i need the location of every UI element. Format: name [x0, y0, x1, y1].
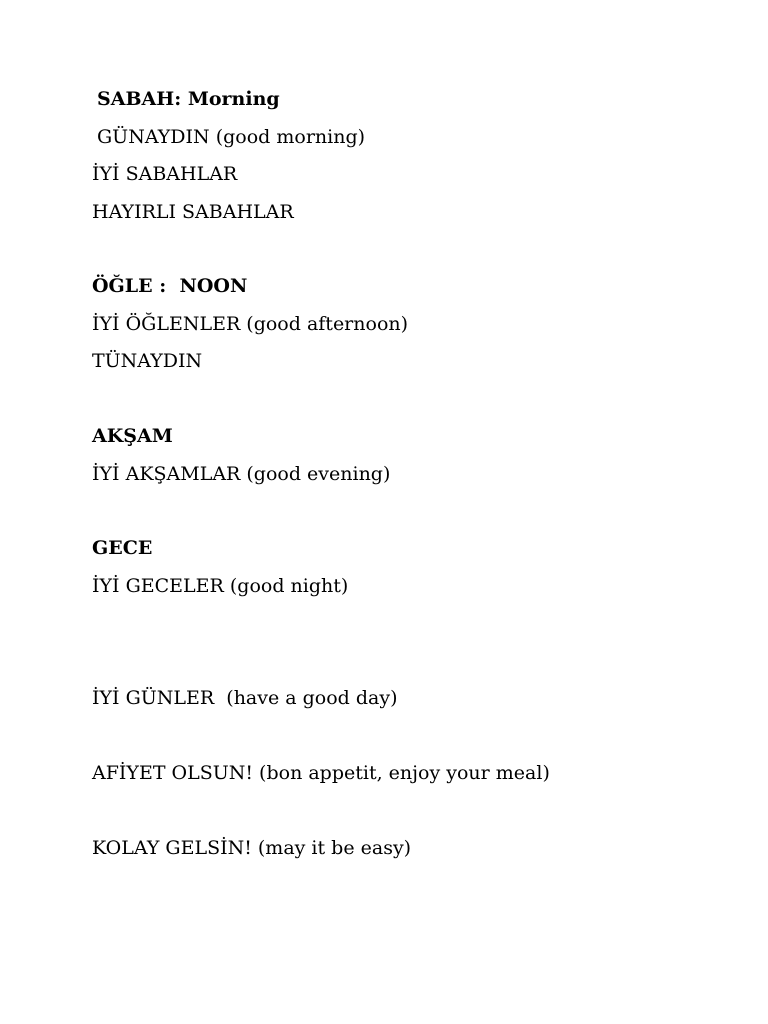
- section-heading-evening: AKŞAM: [92, 425, 173, 447]
- phrase-line: TÜNAYDIN: [92, 350, 203, 372]
- phrase-line: HAYIRLI SABAHLAR: [92, 201, 294, 223]
- phrase-line: İYİ AKŞAMLAR (good evening): [92, 463, 391, 485]
- section-heading-night: GECE: [92, 537, 153, 559]
- section-heading-morning: SABAH: Morning: [97, 88, 280, 110]
- phrase-line: İYİ GECELER (good night): [92, 575, 349, 597]
- phrase-line: İYİ GÜNLER (have a good day): [92, 687, 398, 709]
- phrase-line: AFİYET OLSUN! (bon appetit, enjoy your meal): [92, 762, 550, 784]
- section-heading-noon: ÖĞLE : NOON: [92, 275, 248, 297]
- phrase-line: İYİ ÖĞLENLER (good afternoon): [92, 313, 409, 335]
- phrase-line: KOLAY GELSİN! (may it be easy): [92, 837, 412, 859]
- phrase-line: GÜNAYDIN (good morning): [97, 126, 366, 148]
- phrase-line: İYİ SABAHLAR: [92, 163, 238, 185]
